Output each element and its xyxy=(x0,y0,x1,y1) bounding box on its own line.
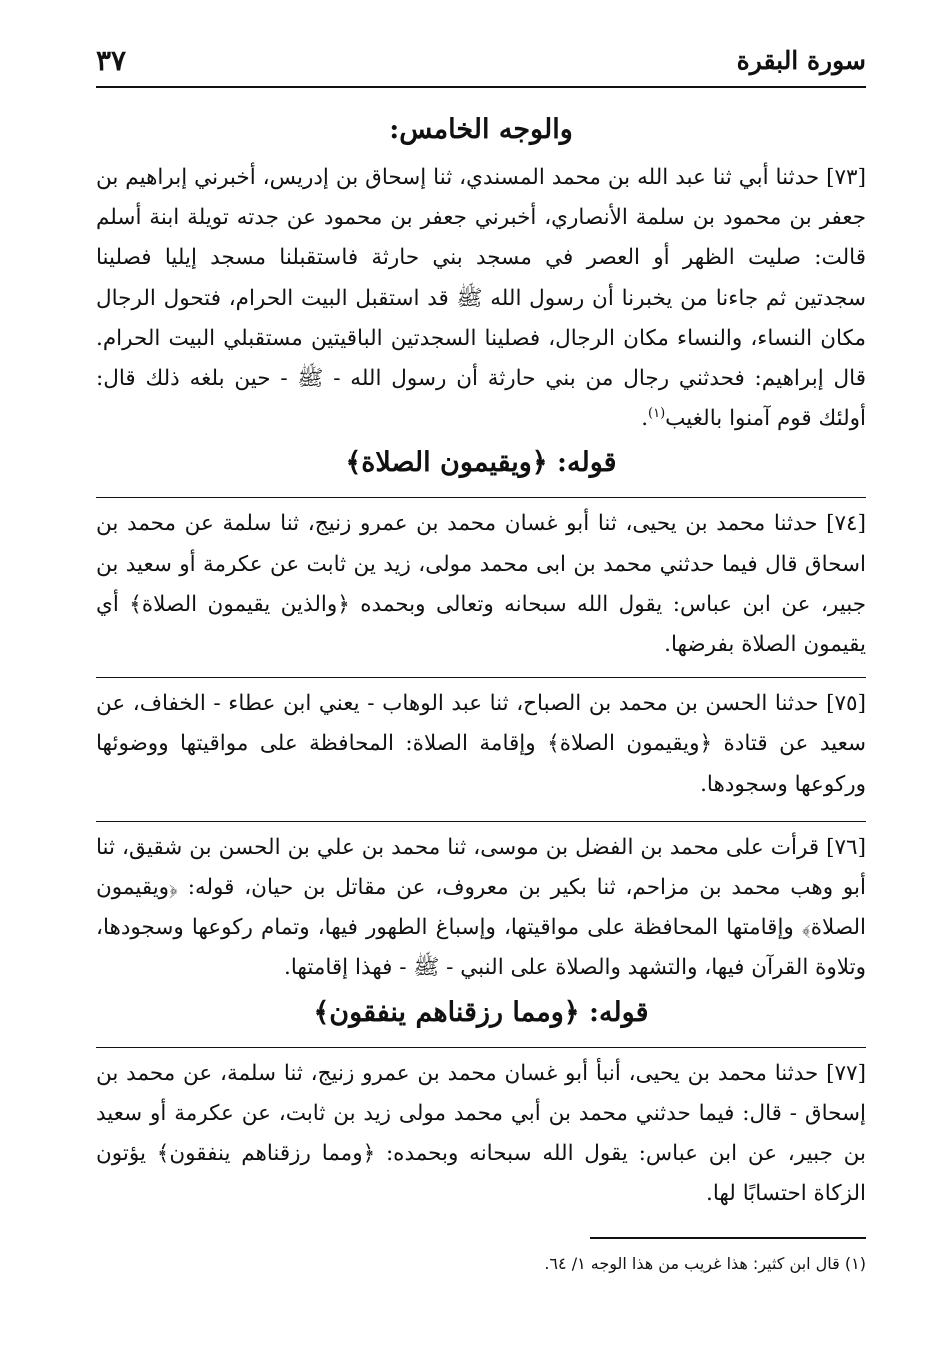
section-heading-establish-prayer: قوله: ﴿ويقيمون الصلاة﴾ xyxy=(345,447,617,479)
hadith-77: [٧٧] حدثنا محمد بن يحيى، أنبأ أبو غسان محمد بن عمرو زنيج، ثنا سلمة، عن محمد بن إسحاق - قال: فيما حدثني محمد بن أبي محمد مولى زيد بن ثابت، عن عكرمة أو سعيد بن جبير، عن ابن عباس: يقول الله سبحانه وبحمده: ﴿ومما رزقناهم ينفقون﴾ يؤتون الزكاة احتسابًا لها. xyxy=(96,1047,866,1215)
hadith-76: [٧٦] قرأت على محمد بن الفضل بن موسى، ثنا محمد بن علي بن الحسن بن شقيق، ثنا أبو وهب محمد بن مزاحم، ثنا بكير بن معروف، عن مقاتل بن حيان، قوله: ﴿ويقيمون الصلاة﴾ وإقامتها المحافظة على مواقيتها، وإسباغ الطهور فيها، وتمام ركوعها وسجودها، وتلاوة القرآن فيها، والتشهد والصلاة على النبي - ﷺ - فهذا إقامتها. xyxy=(96,821,866,989)
hadith-73-tail: . xyxy=(641,406,649,432)
hadith-75: [٧٥] حدثنا الحسن بن محمد بن الصباح، ثنا عبد الوهاب - يعني ابن عطاء - الخفاف، عن سعيد عن قتادة ﴿ويقيمون الصلاة﴾ وإقامة الصلاة: المحافظة على مواقيتها ووضوئها وركوعها وسجودها. xyxy=(96,677,866,805)
footnote-divider xyxy=(590,1237,866,1239)
book-page xyxy=(96,40,866,1214)
section-heading-spend: قوله: ﴿ومما رزقناهم ينفقون﴾ xyxy=(313,996,649,1028)
section-heading-fifth-aspect: والوجه الخامس: xyxy=(389,114,573,145)
surah-title: سورة البقرة xyxy=(736,46,866,75)
footnote-marker: (١) xyxy=(648,406,666,422)
running-header xyxy=(96,40,866,88)
hadith-73 xyxy=(96,158,866,439)
hadith-73-text: [٧٣] حدثنا أبي ثنا عبد الله بن محمد المسندي، ثنا إسحاق بن إدريس، أخبرني إبراهيم بن جعفر بن محمود بن سلمة الأنصاري، أخبرني جعفر بن محمود عن جدته تويلة ابنة أسلم قالت: صليت الظهر أو العصر في مسجد بني حارثة فاستقبلنا مسجد إيليا فصلينا سجدتين ثم جاءنا من يخبرنا أن رسول الله ﷺ قد استقبل البيت الحرام، فتحول الرجال مكان النساء، والنساء مكان الرجال، فصلينا السجدتين الباقيتين مستقبلي البيت الحرام. قال إبراهيم: فحدثني رجال من بني حارثة أن رسول الله - ﷺ - حين بلغه ذلك قال: أولئك قوم آمنوا بالغيب xyxy=(96,165,866,432)
page-number: ٣٧ xyxy=(96,44,127,77)
footnote: (١) قال ابن كثير: هذا غريب من هذا الوجه ١/ ٦٤. xyxy=(544,1254,866,1273)
hadith-74: [٧٤] حدثنا محمد بن يحيى، ثنا أبو غسان محمد بن عمرو زنيج، ثنا سلمة عن محمد بن اسحاق قال فيما حدثني محمد بن ابى محمد مولى، زيد ين ثابت عن عكرمة أو سعيد بن جبير، عن ابن عباس: يقول الله سبحانه وتعالى وبحمده ﴿والذين يقيمون الصلاة﴾ أي يقيمون الصلاة بفرضها. xyxy=(96,497,866,665)
